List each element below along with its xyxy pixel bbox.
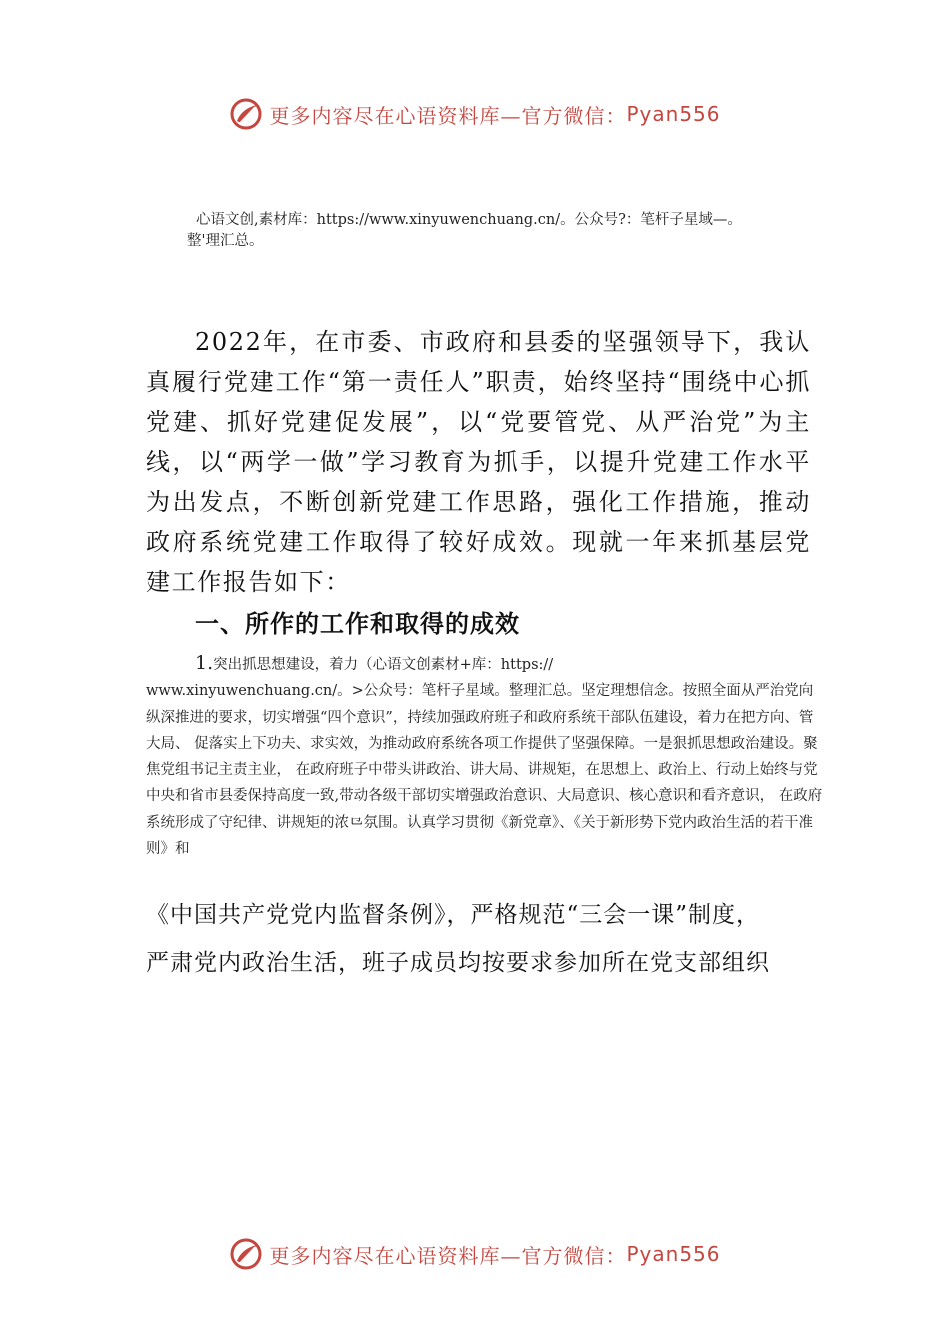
watermark-text: 更多内容尽在心语资料库—官方微信： [269,1243,627,1268]
continuation-line-2: 严肃党内政治生活，班子成员均按要求参加所在党支部组织 [146,950,770,976]
watermark-id: Pyan556 [626,102,721,126]
source-note-line2: 整'理汇总。 [187,233,264,249]
source-note-line1: 心语文创,素材库：https://www.xinyuwenchuang.cn/。公众号?：笔杆子星域—。 [196,212,742,228]
watermark-id: Pyan556 [626,1242,721,1266]
intro-paragraph: 2022年，在市委、市政府和县委的坚强领导下，我认真履行党建工作“第一责任人”职责，始终坚持“围绕中心抓党建、抓好党建促发展”，以“党要管党、从严治党”为主线，以“两学一做”学习教育为抓手，以提升党建工作水平为出发点，不断创新党建工作思路，强化工作措施，推动政府系统党建工作取得了较好成效。现就一年来抓基层党建工作报告如下： [146,328,811,596]
item-1-body: www.xinyuwenchuang.cn/。>公众号：笔杆子星域。整理汇总。坚定理想信念。按照全面从严治党向纵深推进的要求，切实增强“四个意识”，持续加强政府班子和政府系统干部队伍建设，着力在把方向、管大局、 促落实上下功夫、求实效，为推动政府系统各项工作提供了坚强保障。一是狠抓思想政治建设。聚焦党组书记主责主业， 在政府班子中带头讲政治、讲大局、讲规矩，在思想上、政治上、行动上始终与党中央和省市县委保持高度一致,带动各级干部切实增强政治意识、大局意识、核心意识和看齐意识， 在政府系统形成了守纪律、讲规矩的浓⺋氛围。认真学习贯彻《新党章》、《关于新形势下党内政治生活的若干准则》和 [146,683,823,858]
item-1-first-line [146,650,826,678]
footer-watermark [0,1232,950,1276]
continuation-line-1: 《中国共产党党内监督条例》，严格规范“三会一课”制度， [146,902,761,928]
item-1-lead: 突出抓思想建设，着力（心语文创素材+库：https:// [213,657,554,673]
logo-icon [229,97,263,131]
watermark-text: 更多内容尽在心语资料库—官方微信： [269,103,627,128]
header-watermark [0,92,950,136]
logo-icon [229,1237,263,1271]
item-1-paragraph [146,650,826,862]
item-1-number: 1. [195,652,214,674]
source-note [187,210,847,252]
section-heading: 一、所作的工作和取得的成效 [195,610,520,638]
